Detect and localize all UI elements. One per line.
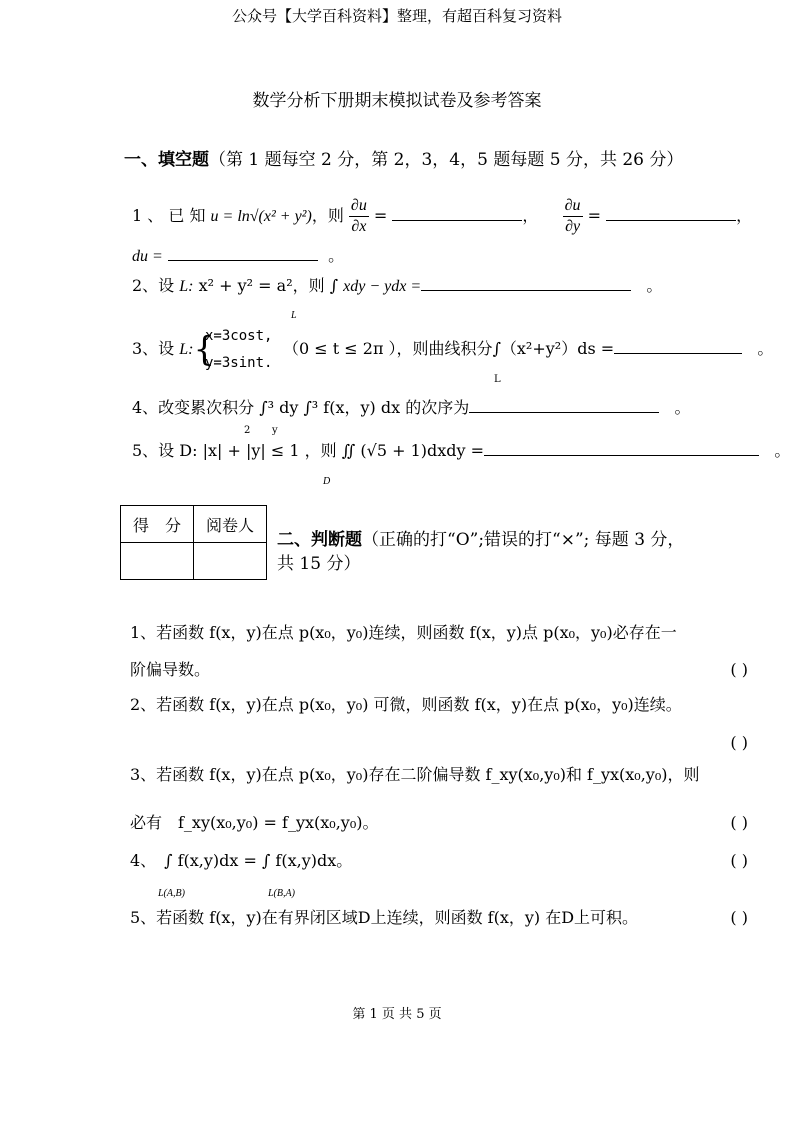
fill-q4: 4、改变累次积分 ∫³ dy ∫³ f(x，y) dx 的次序为 。	[132, 398, 691, 417]
section2-note: 共 15 分）	[277, 554, 361, 574]
answer-blank-q4[interactable]	[469, 398, 659, 413]
judge-q1-cont: 阶偏导数。	[130, 660, 211, 679]
answer-blank-q3[interactable]	[614, 339, 742, 354]
answer-blank-dudy[interactable]	[606, 206, 736, 221]
lower-limit: y	[272, 425, 278, 436]
partial-u-x: $\frac{\partial u}{\partial x}$	[350, 197, 367, 235]
answer-paren[interactable]: ( )	[730, 660, 748, 679]
param-x: x=3cost,	[205, 328, 273, 344]
page-header: 公众号【大学百科资料】整理，有超百科复习资料	[231, 7, 562, 25]
lower-limit: 2	[244, 425, 251, 436]
fill-q5: 5、设 D: |x| + |y| ≤ 1 ，则 ∬ (√5 + 1)dxdy = 。	[132, 441, 791, 460]
answer-blank-dudx[interactable]	[392, 206, 522, 221]
answer-blank-du[interactable]	[168, 246, 318, 261]
section1-heading: 一、填空题（第 1 题每空 2 分，第 2，3，4，5 题每题 5 分，共 26 分）	[124, 150, 684, 170]
page-footer: 第 1 页 共 5 页	[352, 1007, 442, 1022]
fill-q1-du: du = 。	[132, 246, 345, 265]
fill-q1: 1 、 已 知 u = ln√(x² + y²)，则 $\frac{\partial u}{\partial x}$ = ， $\frac{\partial u}{\partial y}$ = ，	[132, 197, 753, 235]
judge-q3-cont: 必有 f_xy(x₀,y₀) = f_yx(x₀,y₀)。	[130, 813, 379, 832]
fill-q2: 2、设 L: x² + y² = a²，则 ∫ xdy − ydx = 。	[132, 276, 663, 295]
answer-paren[interactable]: ( )	[730, 908, 748, 927]
fill-q3-rest: （0 ≤ t ≤ 2π ），则曲线积分∫（x²+y²）ds = 。	[283, 339, 774, 358]
judge-q4: 4、 ∫ f(x,y)dx = ∫ f(x,y)dx。	[130, 851, 353, 870]
score-table	[120, 505, 267, 580]
score-header: 得 分	[121, 506, 194, 543]
integral-subscript: L(A,B)	[158, 888, 185, 899]
grader-header: 阅卷人	[194, 506, 267, 543]
score-cell[interactable]	[121, 543, 194, 580]
page-title: 数学分析下册期末模拟试卷及参考答案	[252, 91, 542, 111]
partial-u-y: $\frac{\partial u}{\partial y}$	[564, 197, 581, 235]
grader-cell[interactable]	[194, 543, 267, 580]
integral-subscript: L(B,A)	[268, 888, 295, 899]
section2-heading: 二、判断题（正确的打“O”;错误的打“×”; 每题 3 分，	[277, 530, 685, 550]
answer-paren[interactable]: ( )	[730, 851, 748, 870]
judge-q5: 5、若函数 f(x，y)在有界闭区域D上连续，则函数 f(x，y) 在D上可积。	[130, 908, 639, 927]
integral-subscript: L	[494, 374, 501, 385]
integral-subscript: L	[291, 310, 297, 321]
answer-blank-q2[interactable]	[421, 276, 631, 291]
answer-paren[interactable]: ( )	[730, 733, 748, 752]
answer-blank-q5[interactable]	[484, 441, 759, 456]
integral-subscript: D	[323, 476, 331, 487]
param-y: y=3sint.	[205, 355, 273, 371]
judge-q3: 3、若函数 f(x，y)在点 p(x₀，y₀)存在二阶偏导数 f_xy(x₀,y₀)和 f_yx(x₀,y₀)，则	[130, 765, 700, 784]
judge-q2: 2、若函数 f(x，y)在点 p(x₀，y₀) 可微，则函数 f(x，y)在点 p(x₀，y₀)连续。	[130, 695, 682, 714]
fill-q3: 3、设 L:{	[132, 329, 216, 370]
judge-q1: 1、若函数 f(x，y)在点 p(x₀，y₀)连续，则函数 f(x，y)点 p(x₀，y₀)必存在一	[130, 623, 677, 642]
answer-paren[interactable]: ( )	[730, 813, 748, 832]
